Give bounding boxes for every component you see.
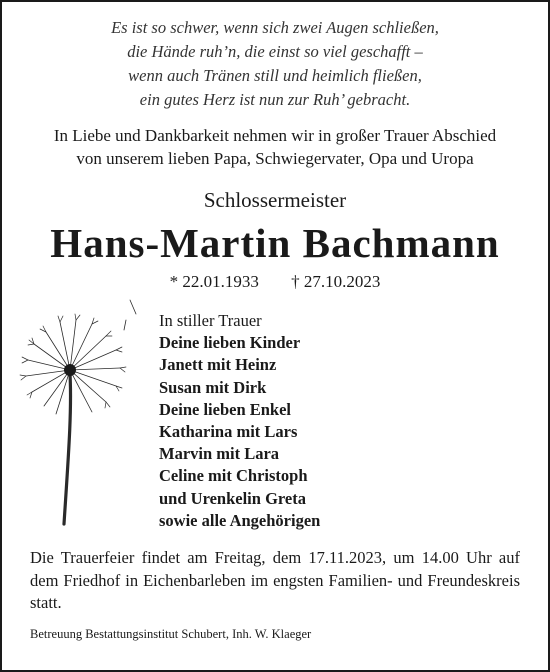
list-item: Deine lieben Kinder [159,333,301,353]
mourners-list [159,310,320,532]
birth-date: * 22.01.1933 [169,272,259,291]
list-item: Celine mit Christoph [159,466,308,486]
list-item: und Urenkelin Greta [159,488,306,508]
list-item: Susan mit Dirk [159,377,267,397]
poem-line: wenn auch Tränen still und heimlich fließen, [128,66,422,85]
funeral-home-credit: Betreuung Bestattungsinstitut Schubert, Inh. W. Klaeger [30,627,312,641]
list-item: Marvin mit Lara [159,444,280,464]
list-item: Deine lieben Enkel [159,399,292,419]
farewell-intro [30,124,520,170]
list-item: sowie alle Angehörigen [159,510,321,530]
deceased-name: Hans-Martin Bachmann [50,220,500,266]
memorial-poem [0,16,550,112]
poem-line: ein gutes Herz ist nun zur Ruh’ gebracht. [139,90,411,109]
service-details: Die Trauerfeier findet am Freitag, dem 17.11.2023, um 14.00 Uhr auf dem Friedhof in Eichenbarleben im engsten Familien- und Freundeskreis statt. [30,548,520,612]
life-dates [0,270,550,294]
poem-line: Es ist so schwer, wenn sich zwei Augen schließen, [111,18,439,37]
seed-head [64,364,76,376]
list-item: Katharina mit Lars [159,422,298,442]
deceased-profession: Schlossermeister [203,188,347,212]
death-date: † 27.10.2023 [291,272,381,291]
intro-line: In Liebe und Dankbarkeit nehmen wir in großer Trauer Abschied [53,126,497,145]
mourners-lead: In stiller Trauer [159,311,262,330]
poem-line: die Hände ruh’n, die einst so viel geschafft – [127,42,423,61]
dandelion-illustration [12,292,152,532]
intro-line: von unserem lieben Papa, Schwiegervater, Opa und Uropa [76,149,474,168]
list-item: Janett mit Heinz [159,355,277,375]
